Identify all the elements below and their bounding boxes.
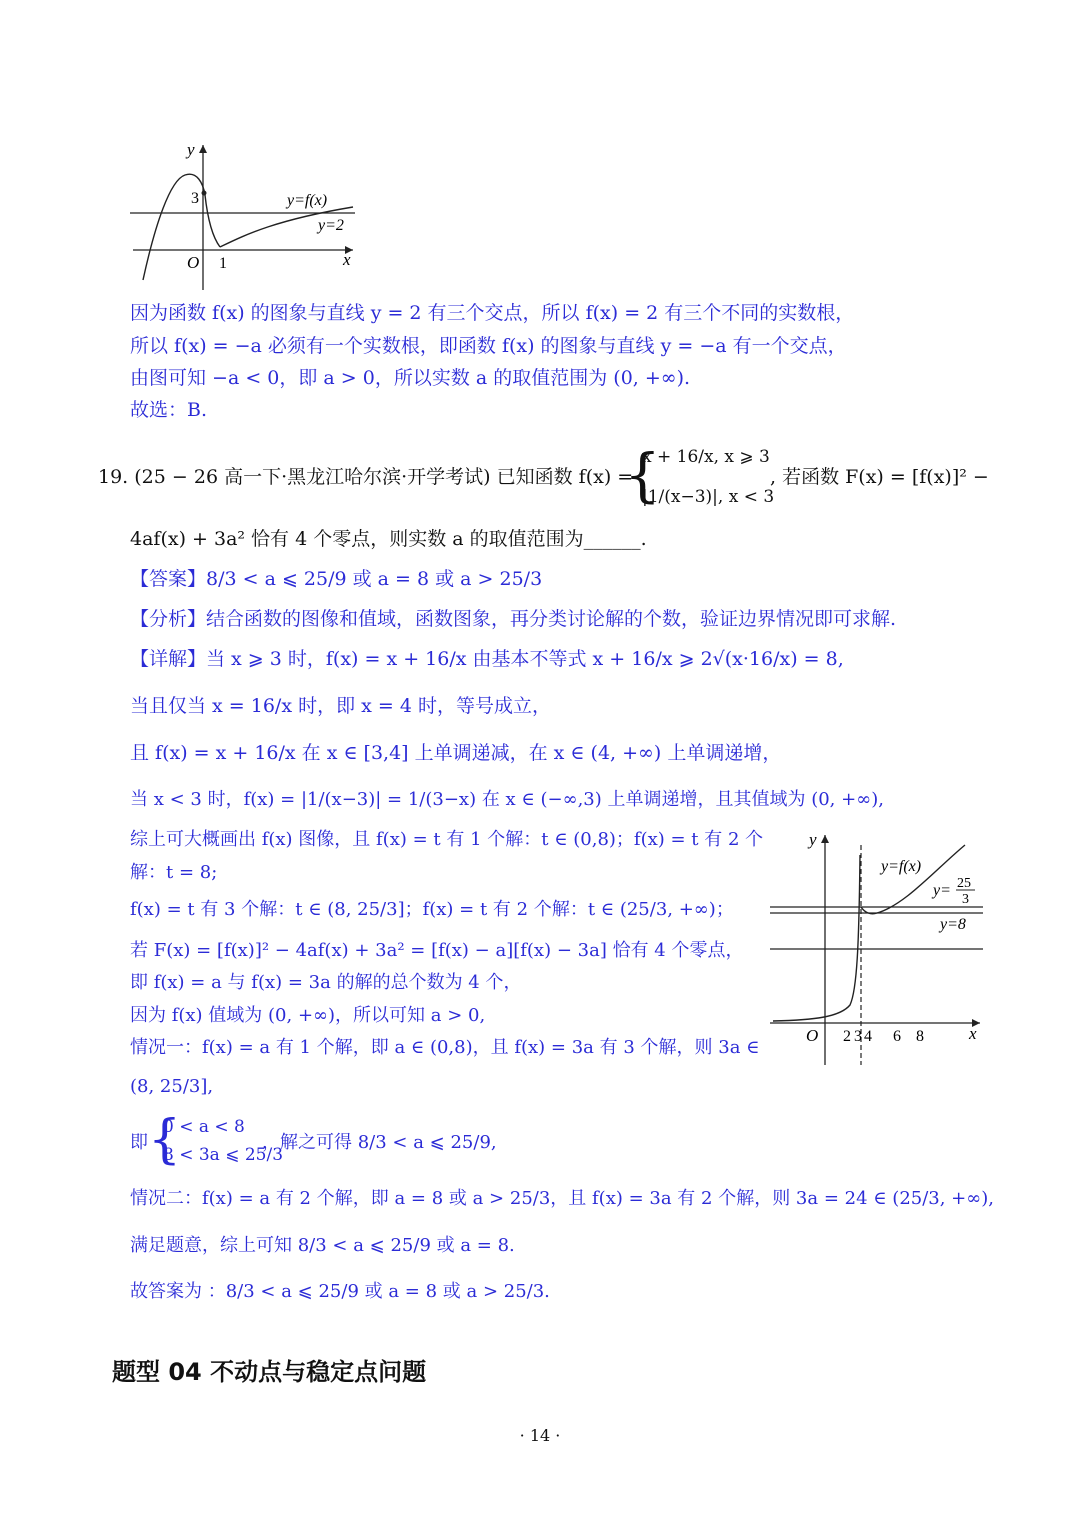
detail-line-13 (130, 1130, 148, 1156)
solution-line-4: 故选：B. (130, 399, 208, 421)
answer-label: 【答案】 (130, 568, 207, 590)
piecewise-brace: { (624, 441, 661, 509)
detail-line-13b: ，解之可得 8/3 < a ⩽ 25/9, (262, 1132, 497, 1153)
graph1-y-label: y (187, 140, 195, 159)
curve-fx-left (143, 174, 220, 280)
graph-fx-and-y2 (125, 135, 365, 295)
g2-line-top-den: 3 (962, 892, 969, 907)
graph1-line-label: y=2 (318, 217, 344, 234)
g2-x-label: x (969, 1024, 977, 1043)
g2-tick-8: 8 (916, 1028, 924, 1045)
graph1-x-label: x (343, 250, 351, 269)
g2-line-top-prefix: y= (933, 882, 951, 899)
system-eq-1: 0 < a < 8 (163, 1117, 245, 1137)
g2-curve-left (773, 855, 860, 1021)
graph1-curve-label: y=f(x) (287, 192, 328, 209)
graph1-tick-3: 3 (191, 190, 199, 207)
graph1-origin: O (187, 253, 200, 272)
piecewise-case-1: x + 16/x, x ⩾ 3 (642, 447, 770, 467)
detail-line-14: 情况二：f(x) = a 有 2 个解，即 a = 8 或 a > 25/3，且 f(x) = 3a 有 2 个解，则 3a = 24 ∈ (25/3, +∞), (130, 1188, 994, 1209)
y-axis-arrow (199, 145, 207, 153)
point-0-3 (202, 191, 207, 196)
detail-line-11: 情况一：f(x) = a 有 1 个解，即 a ∈ (0,8)，且 f(x) = 3a 有 3 个解，则 3a ∈ (130, 1037, 760, 1058)
g2-tick-3: 3 (854, 1028, 862, 1045)
answer-text: 8/3 < a ⩽ 25/9 或 a = 8 或 a > 25/3 (206, 568, 543, 590)
detail-line-15: 满足题意，综上可知 8/3 < a ⩽ 25/9 或 a = 8. (130, 1235, 515, 1256)
page-number: · 14 · (519, 1426, 561, 1445)
question-stem-b: , 若函数 F(x) = [f(x)]² − (770, 466, 989, 488)
solution-line-3: 由图可知 −a < 0，即 a > 0，所以实数 a 的取值范围为 (0, +∞). (130, 367, 691, 389)
g2-tick-6: 6 (893, 1028, 901, 1045)
system-brace: { (148, 1110, 182, 1170)
solution-line-1: 因为函数 f(x) 的图象与直线 y = 2 有三个交点，所以 f(x) = 2 有三个不同的实数根， (130, 302, 855, 324)
answer-line (130, 566, 542, 592)
detail-l1: 当 x ⩾ 3 时，f(x) = x + 16/x 由基本不等式 x + 16/x ⩾ 2√(x·16/x) = 8, (206, 648, 844, 670)
detail-l13a: 即 (130, 1132, 148, 1153)
g2-tick-2: 2 (843, 1028, 851, 1045)
g2-line-top-num: 25 (957, 876, 971, 891)
question-source: (25 − 26 高一下·黑龙江哈尔滨·开学考试) (134, 466, 491, 488)
detail-line-1 (130, 646, 844, 672)
g2-curve-label: y=f(x) (881, 858, 922, 875)
section-title: 题型 04 不动点与稳定点问题 (112, 1358, 427, 1386)
graph-fx-piecewise (765, 825, 990, 1070)
detail-line-9: 即 f(x) = a 与 f(x) = 3a 的解的总个数为 4 个， (130, 972, 522, 993)
detail-line-16: 故答案为 ：8/3 < a ⩽ 25/9 或 a = 8 或 a > 25/3. (130, 1281, 550, 1302)
g2-origin: O (806, 1026, 819, 1045)
analysis-text: 结合函数的图像和值域，函数图象，再分类讨论解的个数，验证边界情况即可求解. (206, 608, 897, 630)
g2-curve-right (861, 845, 965, 914)
solution-line-2: 所以 f(x) = −a 必须有一个实数根，即函数 f(x) 的图象与直线 y = −a 有一个交点， (130, 335, 847, 357)
question-number: 19. (98, 466, 129, 488)
detail-line-10: 因为 f(x) 值域为 (0, +∞)，所以可知 a > 0, (130, 1005, 486, 1026)
analysis-line (130, 606, 896, 632)
graph1-tick-1: 1 (219, 255, 227, 272)
question-stem-a: 已知函数 f(x) = (496, 466, 634, 488)
question-stem-c: 4af(x) + 3a² 恰有 4 个零点，则实数 a 的取值范围为______. (130, 528, 647, 550)
detail-line-6: 解：t = 8; (130, 862, 218, 883)
question-19-stem (98, 464, 633, 490)
detail-label: 【详解】 (130, 648, 207, 670)
detail-line-2: 当且仅当 x = 16/x 时，即 x = 4 时，等号成立， (130, 695, 551, 717)
detail-line-8: 若 F(x) = [f(x)]² − 4af(x) + 3a² = [f(x) − a][f(x) − 3a] 恰有 4 个零点， (130, 940, 744, 961)
g2-y-axis-arrow (821, 835, 829, 843)
g2-tick-4: 4 (864, 1028, 872, 1045)
piecewise-case-2: |1/(x−3)|, x < 3 (642, 487, 775, 507)
g2-y-label: y (809, 830, 817, 849)
detail-line-12: (8, 25/3], (130, 1076, 214, 1097)
detail-line-7: f(x) = t 有 3 个解：t ∈ (8, 25/3]；f(x) = t 有 2 个解：t ∈ (25/3, +∞)； (130, 899, 734, 920)
system-eq-2: 8 < 3a ⩽ 25/3 (163, 1145, 284, 1165)
analysis-label: 【分析】 (130, 608, 207, 630)
detail-line-5: 综上可大概画出 f(x) 图像，且 f(x) = t 有 1 个解：t ∈ (0,8)；f(x) = t 有 2 个 (130, 829, 764, 850)
detail-line-3: 且 f(x) = x + 16/x 在 x ∈ [3,4] 上单调递减，在 x ∈ (4, +∞) 上单调递增， (130, 742, 782, 764)
detail-line-4: 当 x < 3 时，f(x) = |1/(x−3)| = 1/(3−x) 在 x ∈ (−∞,3) 上单调递增，且其值域为 (0, +∞), (130, 789, 884, 810)
g2-line-bottom-label: y=8 (940, 916, 966, 933)
